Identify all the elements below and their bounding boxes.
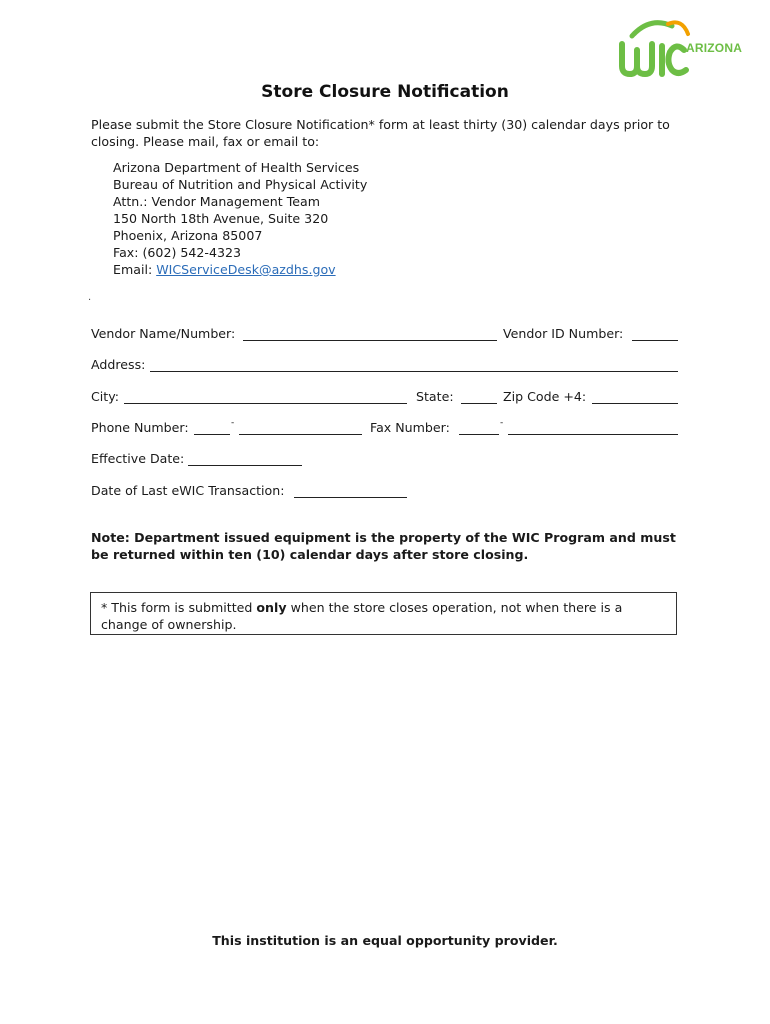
- city-field[interactable]: [124, 403, 407, 404]
- zip-label: Zip Code +4:: [503, 389, 587, 404]
- phone-dash: -: [231, 418, 235, 428]
- email-line: [113, 261, 367, 278]
- footnote-post: when the store closes operation, not when there is a change of ownership.: [101, 600, 623, 632]
- address-line: 150 North 18th Avenue, Suite 320: [113, 211, 329, 226]
- footnote-box: [90, 592, 677, 635]
- equipment-note: Note: Department issued equipment is the property of the WIC Program and must be returned within ten (10) calendar days after store closing.: [91, 530, 676, 562]
- fax-area-field[interactable]: [459, 434, 499, 435]
- fax-label: Fax Number:: [370, 420, 450, 435]
- phone-label: Phone Number:: [91, 420, 189, 435]
- fax-line: Fax: (602) 542-4323: [113, 245, 242, 260]
- page-title: Store Closure Notification: [261, 82, 509, 102]
- address-line: Phoenix, Arizona 85007: [113, 228, 263, 243]
- intro-text: Please submit the Store Closure Notification* form at least thirty (30) calendar days prior to closing. Please mail, fax or email to:: [91, 117, 670, 149]
- fax-dash: -: [500, 418, 504, 428]
- phone-number-field[interactable]: [239, 434, 362, 435]
- effective-date-field[interactable]: [188, 465, 302, 466]
- state-label: State:: [416, 389, 454, 404]
- address-field[interactable]: [150, 371, 678, 372]
- logo-wordmark: ARIZONA: [686, 41, 743, 55]
- mailing-address: [113, 159, 367, 278]
- phone-area-field[interactable]: [194, 434, 230, 435]
- state-field[interactable]: [461, 403, 497, 404]
- stray-dot: .: [88, 292, 92, 303]
- email-link[interactable]: WICServiceDesk@azdhs.gov: [156, 262, 336, 277]
- city-label: City:: [91, 389, 120, 404]
- equal-opportunity-footer: This institution is an equal opportunity provider.: [212, 933, 558, 948]
- vendor-name-field[interactable]: [243, 340, 497, 341]
- last-transaction-label: Date of Last eWIC Transaction:: [91, 483, 285, 498]
- footnote-pre: * This form is submitted: [101, 600, 257, 615]
- address-line: Bureau of Nutrition and Physical Activity: [113, 177, 368, 192]
- address-line: Arizona Department of Health Services: [113, 160, 360, 175]
- effective-date-label: Effective Date:: [91, 451, 185, 466]
- address-line: Attn.: Vendor Management Team: [113, 194, 320, 209]
- vendor-id-field[interactable]: [632, 340, 678, 341]
- email-label: Email:: [113, 262, 157, 277]
- last-transaction-field[interactable]: [294, 497, 407, 498]
- zip-field[interactable]: [592, 403, 678, 404]
- footnote-bold: only: [256, 600, 287, 615]
- vendor-name-label: Vendor Name/Number:: [91, 326, 236, 341]
- vendor-id-label: Vendor ID Number:: [503, 326, 624, 341]
- fax-number-field[interactable]: [508, 434, 678, 435]
- address-label: Address:: [91, 357, 146, 372]
